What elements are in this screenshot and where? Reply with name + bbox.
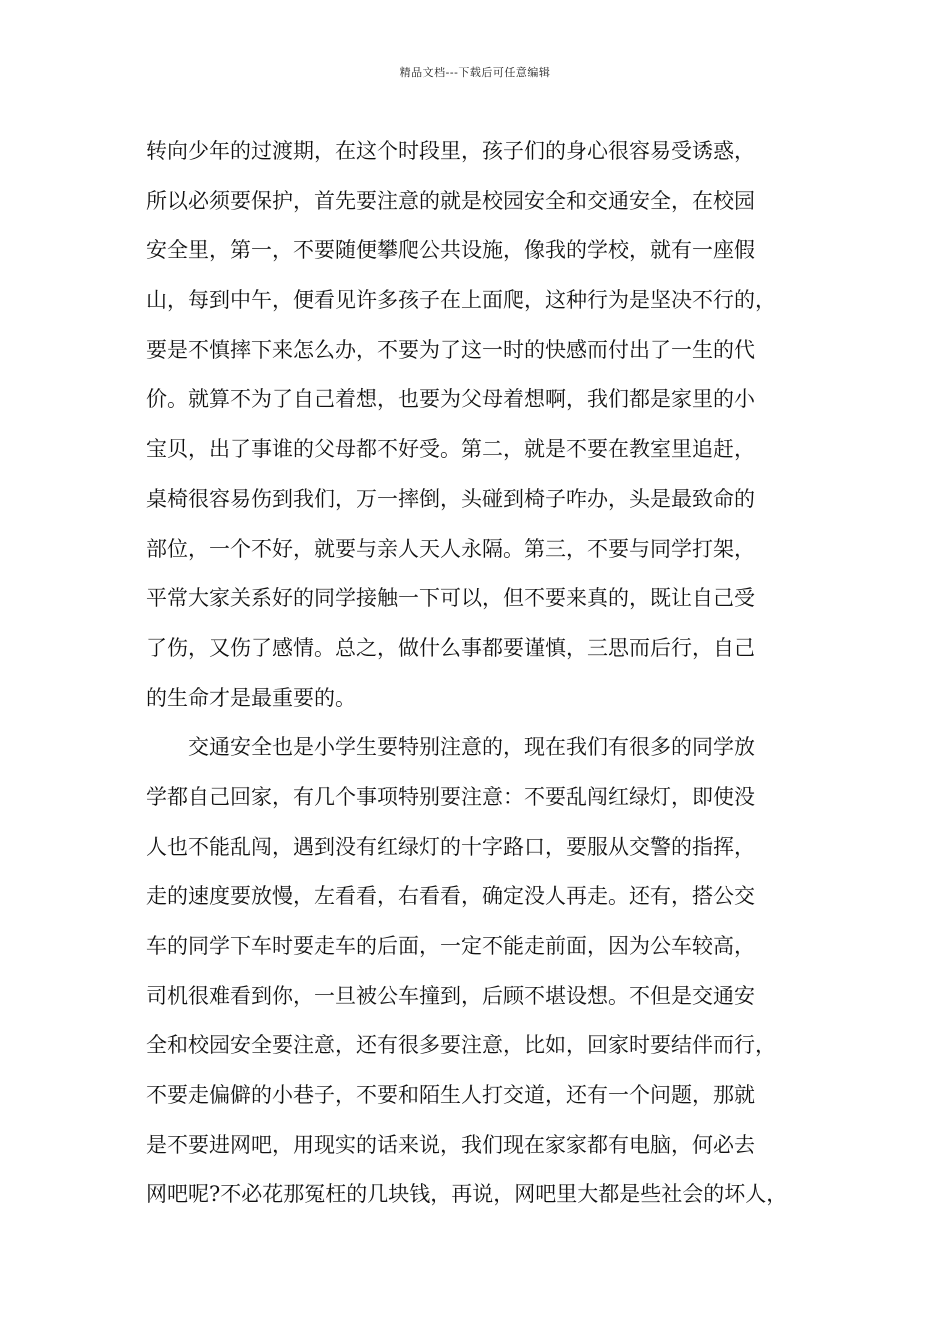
text-line: 安全里，第一，不要随便攀爬公共设施，像我的学校，就有一座假: [146, 238, 755, 263]
text-line: 要是不慎摔下来怎么办，不要为了这一时的快感而付出了一生的代: [146, 337, 755, 362]
text-line: 走的速度要放慢，左看看，右看看，确定没人再走。还有，搭公交: [146, 884, 755, 909]
text-line: 是不要进网吧，用现实的话来说，我们现在家家都有电脑，何必去: [146, 1132, 755, 1157]
text-line: 所以必须要保护，首先要注意的就是校园安全和交通安全，在校园: [146, 188, 755, 213]
text-line: 不要走偏僻的小巷子，不要和陌生人打交道，还有一个问题，那就: [146, 1083, 755, 1108]
text-line: 桌椅很容易伤到我们，万一摔倒，头碰到椅子咋办，头是最致命的: [146, 486, 755, 511]
text-line: 学都自己回家，有几个事项特别要注意：不要乱闯红绿灯，即使没: [146, 784, 755, 809]
text-line: 车的同学下车时要走车的后面，一定不能走前面，因为公车较高，: [146, 934, 755, 958]
text-line: 了伤，又伤了感情。总之，做什么事都要谨慎，三思而后行，自己: [146, 635, 755, 660]
text-line: 宝贝，出了事谁的父母都不好受。第二，就是不要在教室里追赶，: [146, 437, 755, 462]
text-line: 山，每到中午，便看见许多孩子在上面爬，这种行为是坚决不行的，: [146, 288, 776, 313]
text-line: 司机很难看到你，一旦被公车撞到，后顾不堪设想。不但是交通安: [146, 983, 755, 1008]
page-header: 精品文档---下载后可任意编辑: [399, 66, 551, 79]
text-line: 的生命才是最重要的。: [146, 685, 356, 710]
paragraph-start-line: 交通安全也是小学生要特别注意的，现在我们有很多的同学放: [188, 735, 755, 760]
document-body: [146, 127, 836, 1220]
text-line: 价。就算不为了自己着想，也要为父母着想啊，我们都是家里的小: [146, 387, 755, 412]
text-line: 网吧呢?不必花那冤枉的几块钱，再说，网吧里大都是些社会的坏人，: [146, 1182, 788, 1207]
text-line: 部位，一个不好，就要与亲人天人永隔。第三，不要与同学打架，: [146, 536, 755, 561]
text-line: 平常大家关系好的同学接触一下可以，但不要来真的，既让自己受: [146, 586, 755, 611]
text-line: 转向少年的过渡期，在这个时段里，孩子们的身心很容易受诱惑，: [146, 139, 755, 163]
text-line: 全和校园安全要注意，还有很多要注意，比如，回家时要结伴而行，: [146, 1033, 776, 1058]
text-line: 人也不能乱闯，遇到没有红绿灯的十字路口，要服从交警的指挥，: [146, 834, 755, 859]
